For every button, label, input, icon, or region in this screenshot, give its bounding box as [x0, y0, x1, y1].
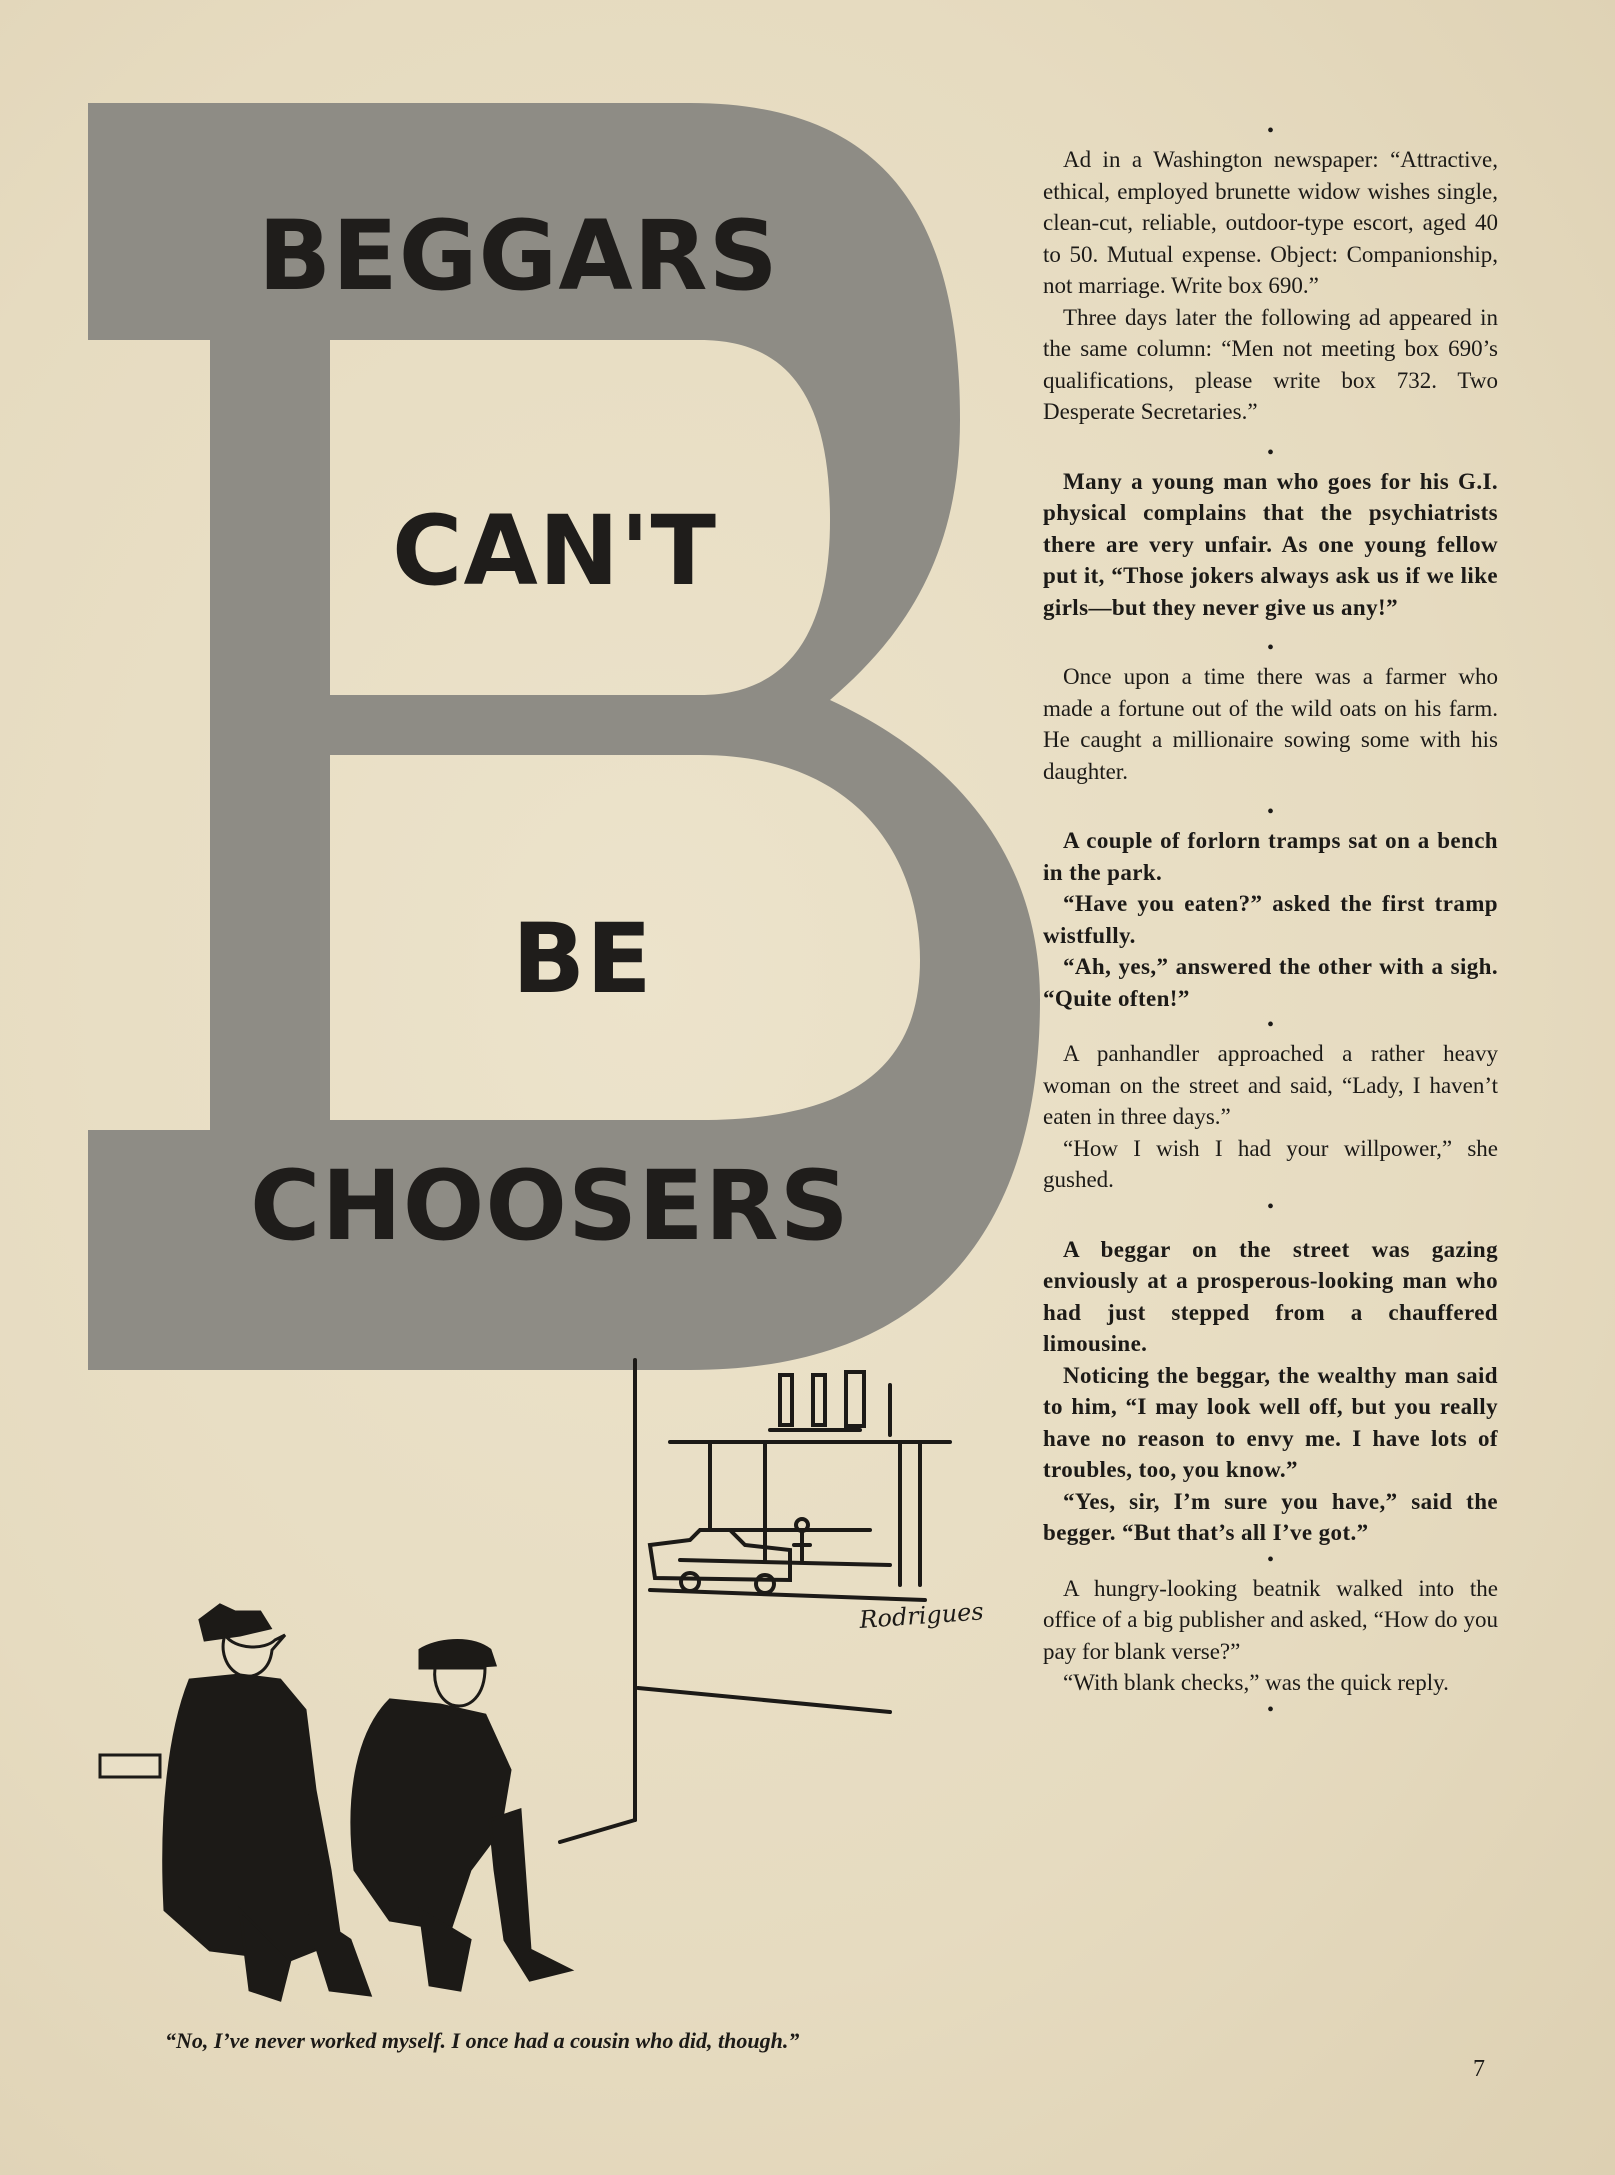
separator-dot: •	[1266, 801, 1274, 823]
cartoon-illustration	[90, 1350, 1010, 2020]
separator-dot: •	[1266, 441, 1274, 464]
headline-be: BE	[512, 903, 653, 1015]
separator-dot: •	[1266, 1548, 1274, 1571]
joke-2-para-1: Many a young man who goes for his G.I. physical complains that the psychiatrists there are very unfair. As one young fellow put it, “Those jokers always ask us if we like girls—but they never give us any!”	[1043, 468, 1498, 620]
separator-dot: •	[1266, 637, 1274, 659]
joke-4-para-1: A couple of forlorn tramps sat on a bench in the park.	[1043, 828, 1498, 885]
joke-5-para-2: “How I wish I had your willpower,” she gushed.	[1043, 1135, 1498, 1192]
joke-6-para-3: “Yes, sir, I’m sure you have,” said the begger. “But that’s all I’ve got.”	[1043, 1488, 1498, 1545]
headline-cant: CAN'T	[392, 495, 717, 607]
cartoon-signature: Rodrigues	[858, 1597, 985, 1634]
joke-6-para-1: A beggar on the street was gazing enviously at a prosperous-looking man who had just stepped from a chauffered limousine.	[1043, 1236, 1498, 1356]
joke-4-para-3: “Ah, yes,” answered the other with a sigh. “Quite often!”	[1043, 954, 1498, 1011]
joke-5-para-1: A panhandler approached a rather heavy woman on the street and said, “Lady, I haven’t eaten in three days.”	[1043, 1041, 1498, 1129]
separator-dot: •	[1266, 120, 1274, 142]
joke-4-para-2: “Have you eaten?” asked the first tramp wistfully.	[1043, 891, 1498, 948]
joke-7-para-1: A hungry-looking beatnik walked into the office of a big publisher and asked, “How do you pay for blank verse?”	[1043, 1575, 1498, 1664]
joke-1-para-2: Three days later the following ad appeared in the same column: “Men not meeting box 690’s qualifications, please write box 732. Two Desperate Secretaries.”	[1043, 304, 1498, 424]
separator-dot: •	[1266, 1014, 1274, 1036]
joke-3-para-1: Once upon a time there was a farmer who made a fortune out of the wild oats on his farm. He caught a millionaire sowing some with his daughter.	[1043, 664, 1498, 784]
joke-6-para-2: Noticing the beggar, the wealthy man said to him, “I may look well off, but you really have no reason to envy me. I have lots of troubles, too, you know.”	[1043, 1362, 1498, 1482]
separator-dot: •	[1266, 1698, 1274, 1721]
joke-7-para-2: “With blank checks,” was the quick reply.	[1063, 1670, 1449, 1695]
page-number: 7	[1473, 2056, 1485, 2082]
headline-beggars: BEGGARS	[258, 200, 779, 312]
cartoon-caption: “No, I’ve never worked myself. I once had a cousin who did, though.”	[165, 2028, 800, 2053]
separator-dot: •	[1266, 1195, 1274, 1218]
headline-choosers: CHOOSERS	[250, 1150, 850, 1262]
joke-1-para-1: Ad in a Washington newspaper: “Attractive, ethical, employed brunette widow wishes single, clean-cut, reliable, outdoor-type escort, aged 40 to 50. Mutual expense. Object: Companionship, not marriage. Write box 690.”	[1043, 147, 1498, 298]
jokes-column	[1043, 120, 1498, 1723]
